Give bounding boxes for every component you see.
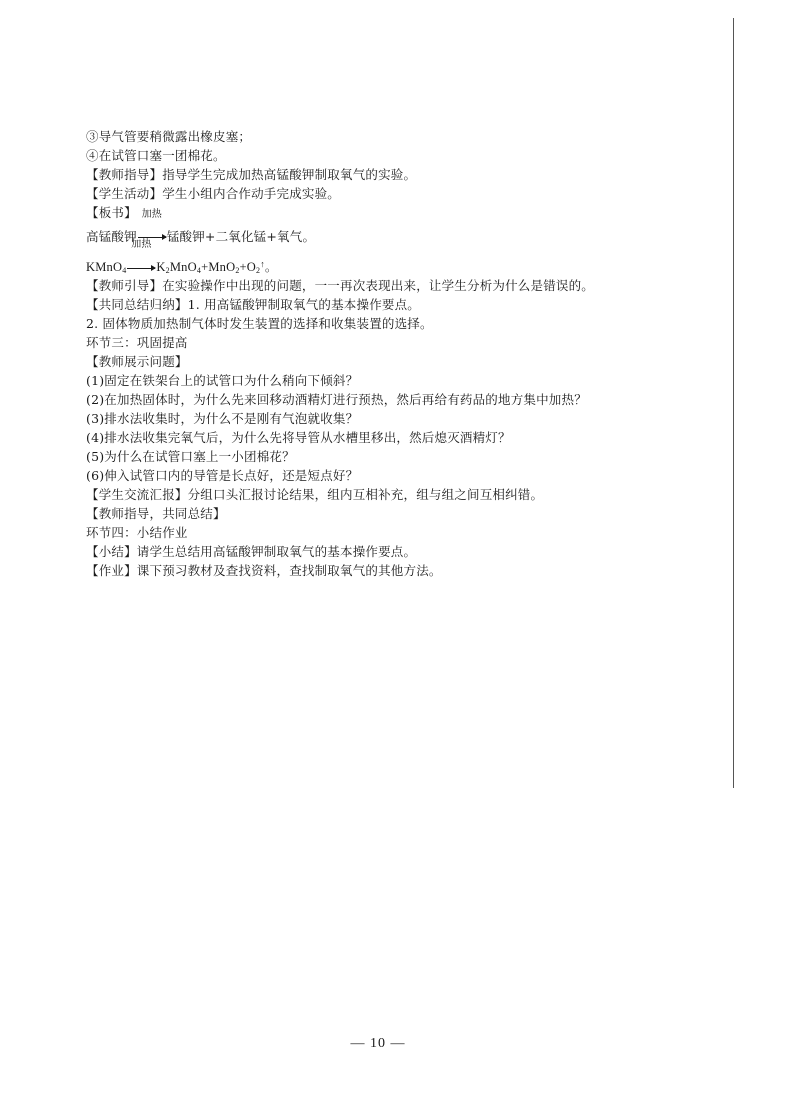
subscript: 4: [196, 266, 202, 275]
reaction-condition: 加热: [131, 239, 152, 250]
text-line: 【教师指导，共同总结】: [86, 506, 226, 521]
text-line: 【教师展示问题】: [86, 354, 188, 369]
section-heading: 环节三：巩固提高: [86, 335, 188, 350]
plus-sign: +: [239, 260, 247, 274]
word-equation-reactant: 高锰酸钾: [86, 229, 137, 244]
question-item: (1)固定在铁架台上的试管口为什么稍向下倾斜？: [86, 373, 359, 388]
document-body: [86, 127, 706, 580]
text-line: 2. 固体物质加热制气体时发生装置的选择和收集装置的选择。: [86, 316, 433, 331]
formula-mno2: MnO: [208, 260, 236, 274]
text-line: 【作业】课下预习教材及查找资料，查找制取氧气的其他方法。: [86, 563, 442, 578]
question-item: (2)在加热固体时，为什么先来回移动酒精灯进行预热，然后再给有药品的地方集中加热？: [86, 392, 587, 407]
word-equation-products: 锰酸钾+二氧化锰+氧气。: [166, 229, 316, 244]
formula-k2mno4: K: [156, 260, 166, 274]
question-item: (4)排水法收集完氧气后，为什么先将导管从水槽里移出，然后熄灭酒精灯？: [86, 430, 511, 445]
text-line: 【小结】请学生总结用高锰酸钾制取氧气的基本操作要点。: [86, 544, 417, 559]
section-heading: 环节四：小结作业: [86, 525, 188, 540]
text-line: 【教师引导】在实验操作中出现的问题，一一再次表现出来，让学生分析为什么是错误的。: [86, 278, 595, 293]
subscript: 2: [256, 266, 261, 275]
end-mark: 。: [264, 260, 278, 274]
text-line: 【教师指导】指导学生完成加热高锰酸钾制取氧气的实验。: [86, 167, 417, 182]
formula-part: MnO: [169, 260, 197, 274]
text-line: ④在试管口塞一团棉花。: [86, 148, 226, 163]
subscript: 4: [122, 266, 127, 275]
formula-o2: O: [246, 260, 256, 274]
question-item: (5)为什么在试管口塞上一小团棉花？: [86, 449, 295, 464]
reaction-arrow: [127, 239, 155, 282]
text-line: ③导气管要稍微露出橡皮塞；: [86, 129, 252, 144]
text-line: 【板书】: [86, 205, 137, 220]
text-line: 【学生交流汇报】分组口头汇报讨论结果，组内互相补充，组与组之间互相纠错。: [86, 487, 544, 502]
formula-kmno4: KMnO: [86, 260, 123, 274]
chemical-equation: [86, 239, 706, 276]
question-item: (3)排水法收集时，为什么不是刚有气泡就收集？: [86, 411, 359, 426]
plus-sign: +: [201, 260, 209, 274]
arrow-icon: [127, 268, 155, 269]
margin-rule: [733, 18, 734, 788]
question-item: (6)伸入试管口内的导管是长点好，还是短点好？: [86, 468, 359, 483]
subscript: 2: [235, 266, 240, 275]
reaction-condition: 加热: [141, 209, 163, 220]
page-number: — 10 —: [350, 1036, 406, 1051]
text-line: 【学生活动】学生小组内合作动手完成实验。: [86, 186, 341, 201]
text-line: 【共同总结归纳】1. 用高锰酸钾制取氧气的基本操作要点。: [86, 297, 421, 312]
arrow-icon: [138, 237, 166, 238]
gas-arrow-icon: ↑: [260, 259, 265, 269]
subscript: 2: [165, 266, 170, 275]
